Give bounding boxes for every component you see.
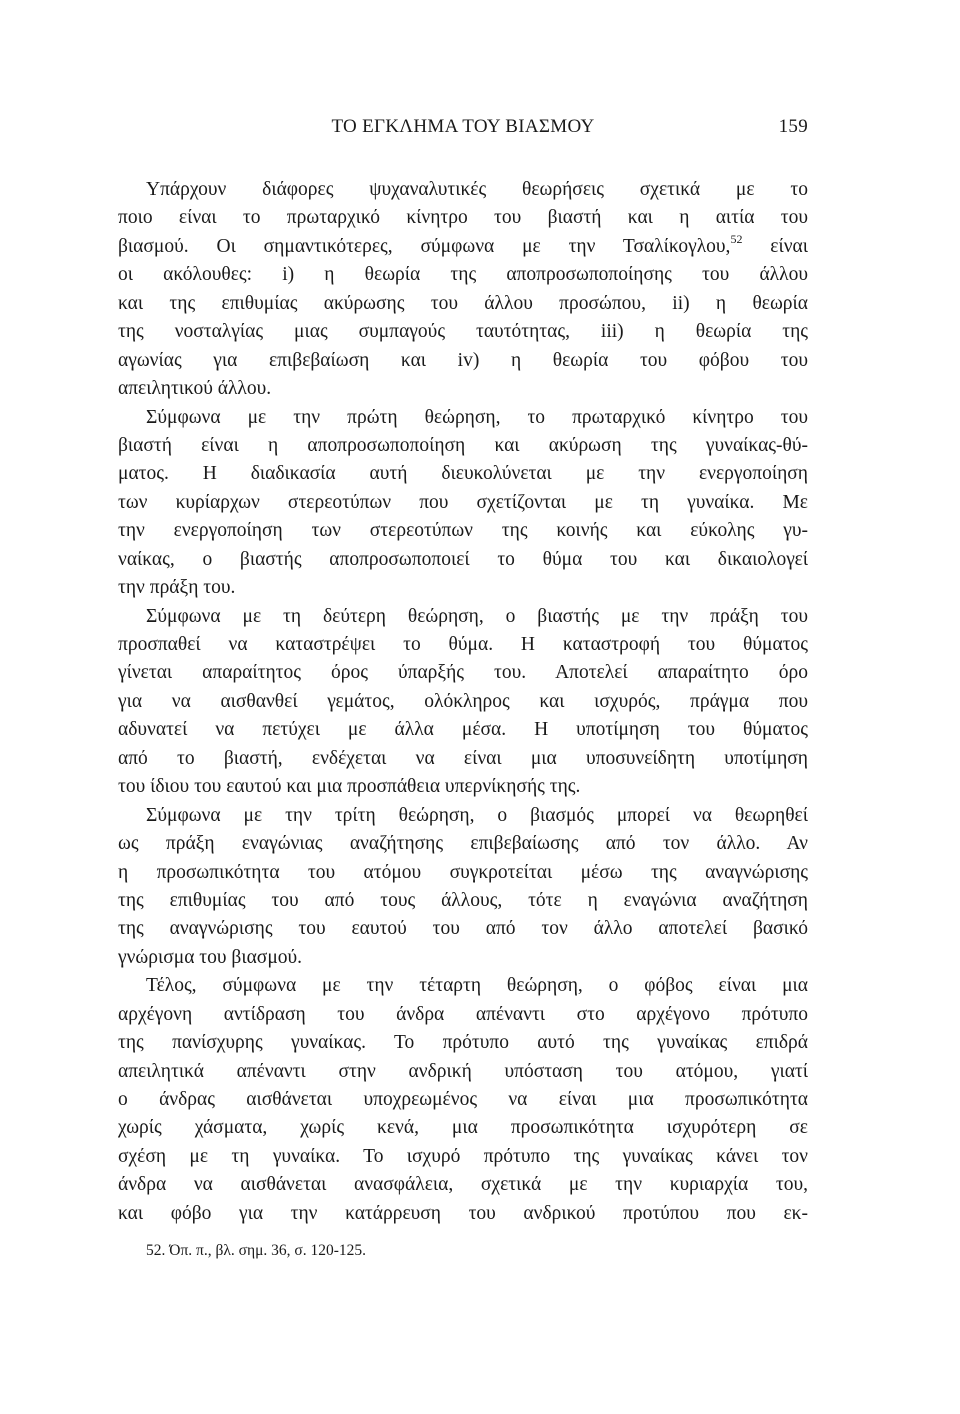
text-line [118, 1114, 808, 1142]
text-line [118, 1200, 808, 1228]
text-line [118, 1143, 808, 1171]
text-line [118, 1058, 808, 1086]
text-line-content: γίνεται απαραίτητος όρος ύπαρξής του. Αποτελεί απαραίτητο όρο [118, 662, 808, 684]
text-line-content: και της επιθυμίας ακύρωσης του άλλου προσώπου, ii) η θεωρία [118, 292, 808, 314]
text-line-content: και φόβο για την κατάρρευση του ανδρικού προτύπου που εκ- [118, 1202, 808, 1224]
text-line-content: της νοσταλγίας μιας συμπαγούς ταυτότητας, iii) η θεωρία της [118, 321, 808, 343]
text-line [118, 517, 808, 545]
text-line [118, 773, 808, 801]
text-line-content: Σύμφωνα με την πρώτη θεώρηση, το πρωταρχικό κίνητρο του [146, 406, 808, 428]
text-line-content: ο άνδρας αισθάνεται υποχρεωμένος να είναι μια προσωπικότητα [118, 1089, 808, 1110]
text-line [118, 603, 808, 631]
text-line [118, 944, 808, 972]
footnote: 52. Όπ. π., βλ. σημ. 36, σ. 120-125. [146, 1242, 367, 1259]
text-line-content: την ενεργοποίηση των στερεοτύπων της κοινής και εύκολης γυ- [118, 520, 808, 542]
text-line-content: ποιο είναι το πρωταρχικό κίνητρο του βιαστή και η αιτία του [118, 207, 808, 229]
text-line [118, 1086, 808, 1114]
text-line [118, 659, 808, 687]
text-line-content: των κυρίαρχων στερεοτύπων που σχετίζονται με τη γυναίκα. Με [118, 491, 808, 513]
text-line [118, 915, 808, 943]
text-line-content: οι ακόλουθες: i) η θεωρία της αποπροσωποποίησης του άλλου [118, 264, 808, 286]
text-line [118, 233, 808, 261]
footnote-reference: 52 [730, 231, 743, 246]
text-line [118, 261, 808, 289]
text-line [118, 432, 808, 460]
text-line [118, 887, 808, 915]
running-head [118, 116, 808, 142]
text-line [118, 1171, 808, 1199]
text-line-content: Σύμφωνα με τη δεύτερη θεώρηση, ο βιαστής με την πράξη του [146, 605, 808, 627]
text-line-content: Τέλος, σύμφωνα με την τέταρτη θεώρηση, ο φόβος είναι μια [146, 975, 808, 997]
text-line-content: προσπαθεί να καταστρέψει το θύμα. Η καταστροφή του θύματος [118, 634, 808, 655]
text-line-content: βιαστή είναι η αποπροσωποποίηση και ακύρωση της γυναίκας-θύ- [118, 434, 808, 456]
text-line-content: της πανίσχυρης γυναίκας. Το πρότυπο αυτό της γυναίκας επιδρά [118, 1032, 808, 1054]
text-line-content: απειλητικού άλλου. [118, 378, 272, 400]
text-line-content: της αναγνώρισης του εαυτού του από τον άλλο αποτελεί βασικό [118, 918, 808, 940]
text-line-content: άνδρα να αισθάνεται ανασφάλεια, σχετικά με την κυριαρχία του, [118, 1174, 808, 1196]
text-line [118, 375, 808, 403]
text-line-content: χωρίς χάσματα, χωρίς κενά, μια προσωπικότητα ισχυρότερη σε [118, 1117, 808, 1139]
book-page [118, 0, 808, 1414]
text-line-content: για να αισθανθεί γεμάτος, ολόκληρος και ισχυρός, πράγμα που [118, 690, 808, 712]
text-line-content: του ίδιου του εαυτού και μια προσπάθεια υπερνίκησής της. [118, 776, 581, 798]
text-line [118, 972, 808, 1000]
text-line-content: της επιθυμίας του από τους άλλους, τότε η εναγώνια αναζήτηση [118, 889, 808, 911]
text-line [118, 1029, 808, 1057]
text-line-content: βιασμού. Οι σημαντικότερες, σύμφωνα με την Τσαλίκογλου, [118, 235, 731, 257]
running-head-title: ΤΟ ΕΓΚΛΗΜΑ ΤΟΥ ΒΙΑΣΜΟΥ [331, 116, 595, 137]
text-line [118, 802, 808, 830]
text-line [118, 859, 808, 887]
text-line [118, 318, 808, 346]
text-line-content: ματος. Η διαδικασία αυτή διευκολύνεται με την ενεργοποίηση [118, 463, 808, 485]
text-line [118, 460, 808, 488]
text-line-content: γνώρισμα του βιασμού. [118, 946, 303, 968]
text-line-content: η προσωπικότητα του ατόμου συγκροτείται μέσω της αναγνώρισης [118, 861, 808, 883]
text-line [118, 290, 808, 318]
text-line-content: αδυνατεί να πετύχει με άλλα μέσα. Η υποτίμηση του θύματος [118, 719, 808, 741]
text-line [118, 176, 808, 204]
text-line-content: Υπάρχουν διάφορες ψυχαναλυτικές θεωρήσεις σχετικά με το [146, 179, 808, 200]
text-line-content: ναίκας, ο βιαστής αποπροσωποποιεί το θύμα του και δικαιολογεί [118, 548, 808, 570]
text-line-content: αρχέγονη αντίδραση του άνδρα απέναντι στο αρχέγονο πρότυπο [118, 1003, 808, 1025]
text-line [118, 716, 808, 744]
text-line [118, 631, 808, 659]
text-line-content: από το βιαστή, ενδέχεται να είναι μια υποσυνείδητη υποτίμηση [118, 747, 808, 769]
text-line-content: Σύμφωνα με την τρίτη θεώρηση, ο βιασμός μπορεί να θεωρηθεί [146, 804, 808, 826]
text-line [118, 404, 808, 432]
body-text [118, 176, 808, 1228]
page-number: 159 [778, 116, 808, 137]
text-line-content: την πράξη του. [118, 577, 236, 599]
text-line [118, 574, 808, 602]
text-line [118, 688, 808, 716]
text-line-content: αγωνίας για επιβεβαίωση και iv) η θεωρία του φόβου του [118, 349, 808, 371]
text-line [118, 204, 808, 232]
text-line [118, 745, 808, 773]
text-line [118, 347, 808, 375]
text-line-content: απειλητικά απέναντι στην ανδρική υπόσταση του ατόμου, γιατί [118, 1060, 808, 1082]
text-line-content: σχέση με τη γυναίκα. Το ισχυρό πρότυπο της γυναίκας κάνει τον [118, 1145, 808, 1167]
text-line-continuation: είναι [742, 235, 809, 257]
text-line [118, 830, 808, 858]
text-line-content: ως πράξη εναγώνιας αναζήτησης επιβεβαίωσης από τον άλλο. Αν [118, 833, 808, 855]
text-line [118, 489, 808, 517]
text-line [118, 546, 808, 574]
text-line [118, 1001, 808, 1029]
